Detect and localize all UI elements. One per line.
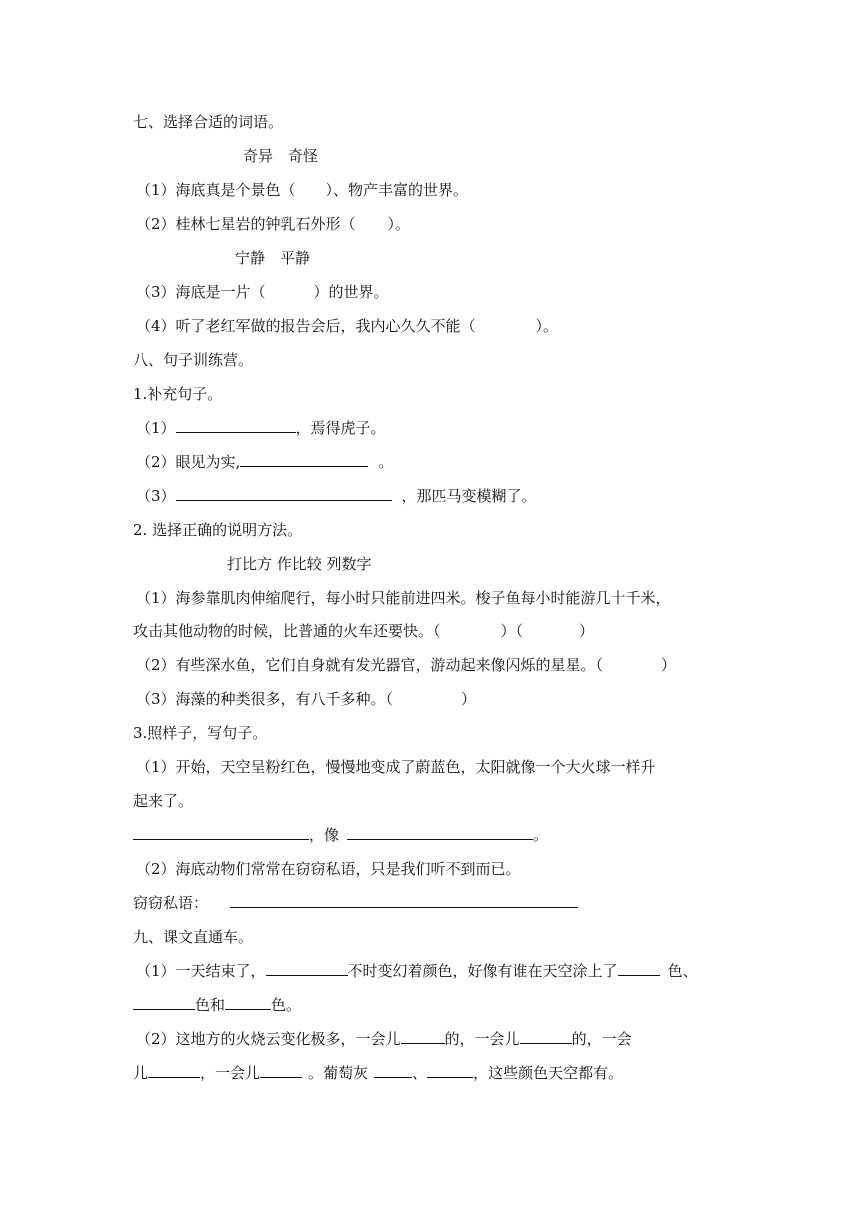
question-9-1-line-2: 色和 色。 bbox=[133, 995, 301, 1015]
answer-blank[interactable] bbox=[225, 995, 271, 1010]
section-9-title: 九、课文直通车。 bbox=[133, 928, 254, 946]
answer-blank[interactable] bbox=[260, 1063, 302, 1078]
answer-blank[interactable] bbox=[427, 1063, 473, 1078]
question-9-2-line-1: （2）这地方的火烧云变化极多，一会儿 的，一会儿 的，一会 bbox=[136, 1030, 632, 1048]
example-sentence-line-2: 起来了。 bbox=[133, 792, 194, 810]
answer-blank[interactable] bbox=[401, 1029, 445, 1044]
answer-blank[interactable] bbox=[347, 825, 533, 840]
question-8-2-1-line-1: （1）海参靠肌肉伸缩爬行，每小时只能前进四米。梭子鱼每小时能游几十千米， bbox=[136, 589, 671, 607]
question-8-2-2: （2）有些深水鱼，它们自身就有发光器官，游动起来像闪烁的星星。（ ） bbox=[136, 656, 677, 674]
answer-blank[interactable] bbox=[240, 452, 368, 467]
question-7-1: （1）海底真是个景色（ ）、物产丰富的世界。 bbox=[136, 181, 469, 199]
section-8-title: 八、句子训练营。 bbox=[133, 351, 254, 369]
question-8-2-1-line-2: 攻击其他动物的时候，比普通的火车还要快。（ ）（ ） bbox=[133, 622, 595, 640]
answer-blank[interactable] bbox=[176, 418, 296, 433]
answer-blank[interactable] bbox=[148, 1063, 200, 1078]
question-7-2: （2）桂林七星岩的钟乳石外形（ ）。 bbox=[136, 215, 411, 233]
answer-blank[interactable] bbox=[133, 995, 195, 1010]
part-2-title: 2. 选择正确的说明方法。 bbox=[133, 521, 303, 539]
question-8-1-2: （2）眼见为实, 。 bbox=[136, 453, 394, 471]
word-choice-group-2: 宁静 平静 bbox=[235, 249, 311, 267]
example-sentence-line-1: （1）开始，天空呈粉红色，慢慢地变成了蔚蓝色，太阳就像一个大火球一样升 bbox=[136, 758, 656, 776]
part-3-title: 3.照样子，写句子。 bbox=[133, 724, 268, 742]
question-8-1-1: （1） ，焉得虎子。 bbox=[136, 419, 386, 437]
answer-blank[interactable] bbox=[176, 486, 392, 501]
question-8-3-2: （2）海底动物们常常在窃窃私语，只是我们听不到而已。 bbox=[136, 860, 521, 878]
section-7-title: 七、选择合适的词语。 bbox=[133, 113, 284, 131]
word-choice-group-1: 奇异 奇怪 bbox=[243, 147, 319, 165]
phrase-sentence-line: 窃窃私语： bbox=[133, 893, 578, 913]
method-options: 打比方 作比较 列数字 bbox=[227, 555, 372, 573]
imitation-answer-line: ，像 。 bbox=[133, 825, 548, 845]
answer-blank[interactable] bbox=[374, 1063, 412, 1078]
question-7-3: （3）海底是一片（ ）的世界。 bbox=[136, 283, 389, 301]
question-9-1-line-1: （1）一天结束了， 不时变幻着颜色，好像有谁在天空涂上了 色、 bbox=[136, 962, 698, 980]
question-9-2-line-2: 儿 ，一会儿 。葡萄灰 、 ，这些颜色天空都有。 bbox=[133, 1064, 624, 1082]
question-8-2-3: （3）海藻的种类很多，有八千多种。（ ） bbox=[136, 690, 477, 708]
answer-blank[interactable] bbox=[133, 825, 309, 840]
answer-blank[interactable] bbox=[230, 893, 578, 908]
answer-blank[interactable] bbox=[520, 1029, 572, 1044]
part-1-title: 1.补充句子。 bbox=[133, 385, 223, 403]
question-7-4: （4）听了老红军做的报告会后，我内心久久不能（ ）。 bbox=[136, 317, 559, 335]
question-8-1-3: （3） ，那匹马变模糊了。 bbox=[136, 487, 537, 505]
answer-blank[interactable] bbox=[266, 961, 348, 976]
answer-blank[interactable] bbox=[618, 961, 660, 976]
